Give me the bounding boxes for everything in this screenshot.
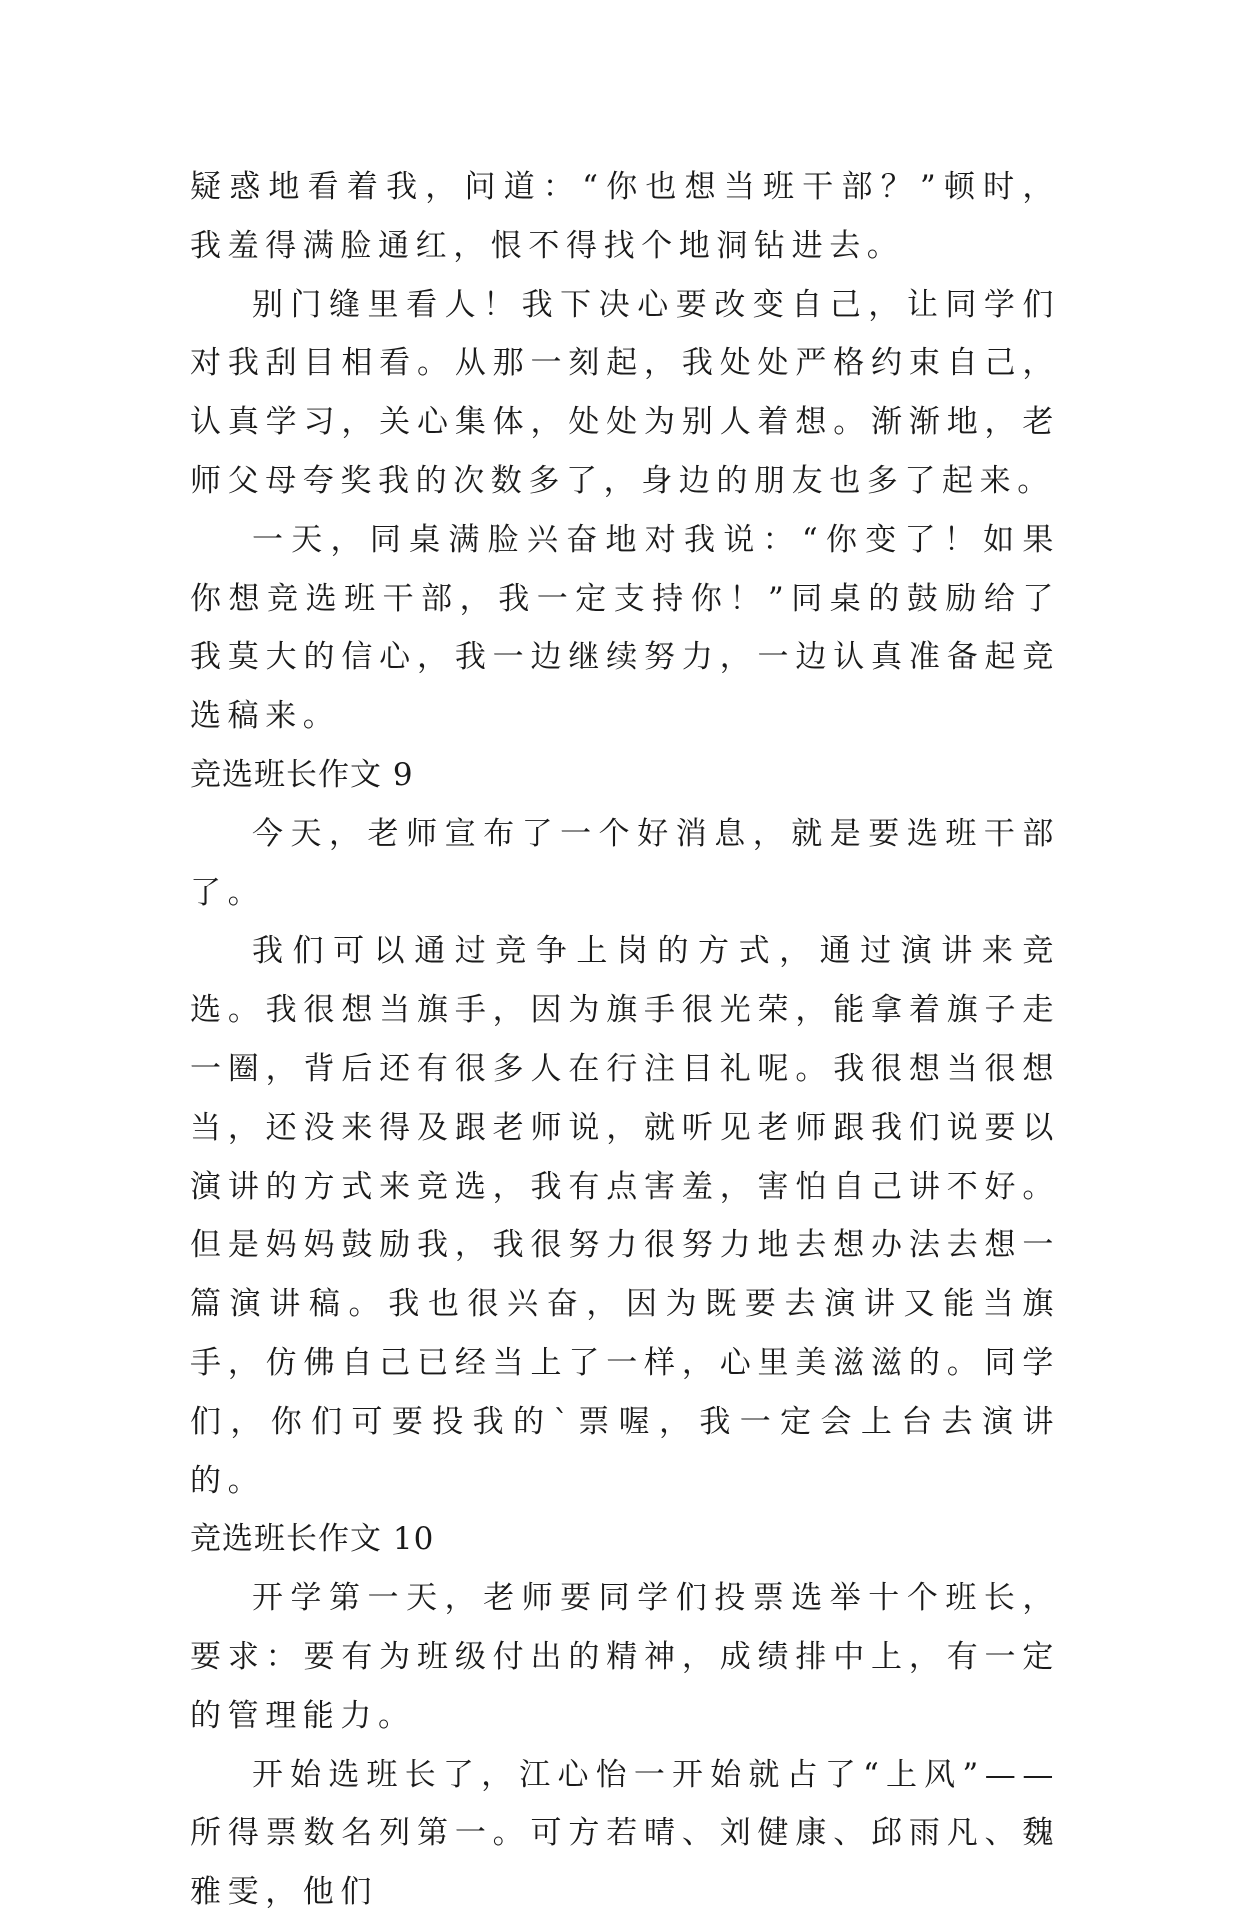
paragraph: 开学第一天，老师要同学们投票选举十个班长，要求：要有为班级付出的精神，成绩排中上，有一定的管理能力。 bbox=[190, 1580, 1060, 1734]
paragraph: 一天，同桌满脸兴奋地对我说：“你变了！如果你想竞选班干部，我一定支持你！”同桌的鼓励给了我莫大的信心，我一边继续努力，一边认真准备起竞选稿来。 bbox=[190, 521, 1060, 735]
paragraph: 今天，老师宣布了一个好消息，就是要选班干部了。 bbox=[190, 815, 1060, 911]
section-heading: 竞选班长作文 10 bbox=[190, 1521, 435, 1558]
paragraph: 开始选班长了，江心怡一开始就占了“上风”——所得票数名列第一。可方若晴、刘健康、邱雨凡、魏雅雯，他们 bbox=[190, 1756, 1060, 1911]
paragraph: 我们可以通过竞争上岗的方式，通过演讲来竞选。我很想当旗手，因为旗手很光荣，能拿着旗子走一圈，背后还有很多人在行注目礼呢。我很想当很想当，还没来得及跟老师说，就听见老师跟我们说要以演讲的方式来竞选，我有点害羞，害怕自己讲不好。但是妈妈鼓励我，我很努力很努力地去想办法去想一篇演讲稿。我也很兴奋，因为既要去演讲又能当旗手，仿佛自己已经当上了一样，心里美滋滋的。同学们，你们可要投我的`票喔，我一定会上台去演讲的。 bbox=[190, 933, 1060, 1499]
paragraph: 疑惑地看着我，问道：“你也想当班干部？”顿时，我羞得满脸通红，恨不得找个地洞钻进去。 bbox=[190, 169, 1060, 264]
document-page bbox=[190, 158, 1060, 1922]
paragraph: 别门缝里看人！我下决心要改变自己，让同学们对我刮目相看。从那一刻起，我处处严格约束自己，认真学习，关心集体，处处为别人着想。渐渐地，老师父母夸奖我的次数多了，身边的朋友也多了起来。 bbox=[190, 286, 1060, 499]
section-heading: 竞选班长作文 9 bbox=[190, 756, 414, 793]
